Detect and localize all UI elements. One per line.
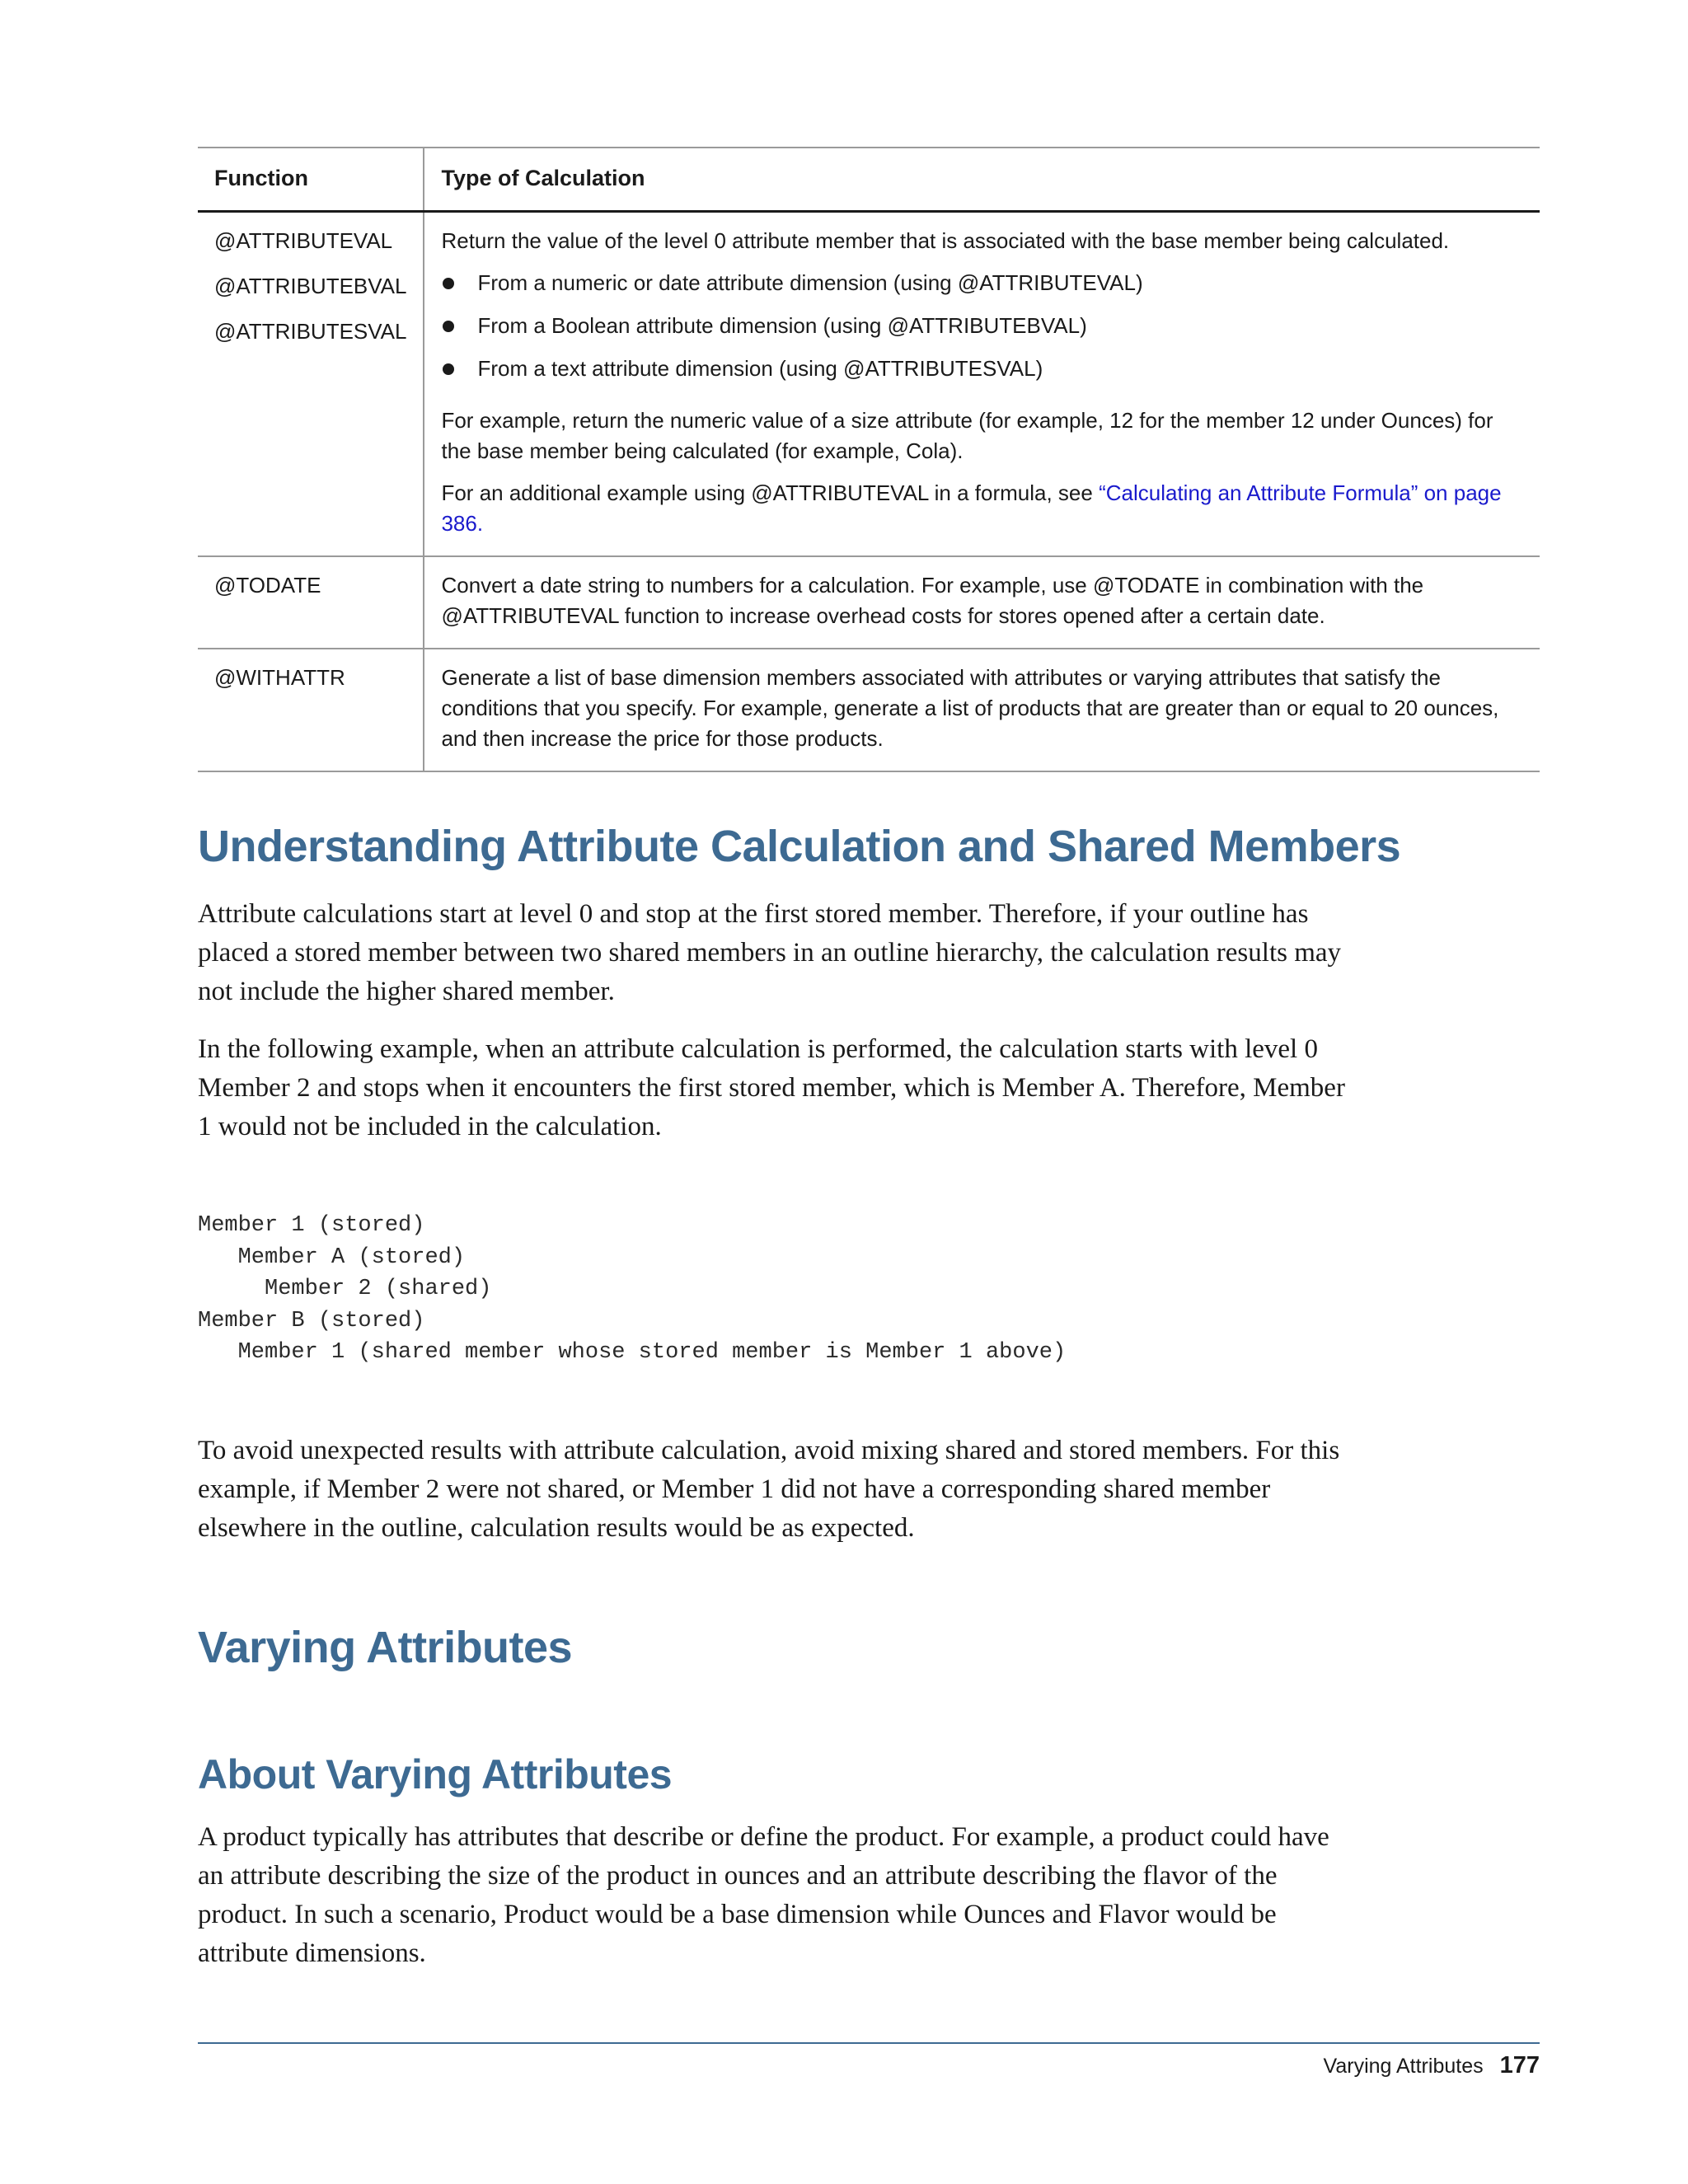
bullet-list [441, 268, 1523, 384]
bullet-icon [443, 321, 454, 332]
bullet-icon [443, 278, 454, 289]
page-number: 177 [1499, 2052, 1540, 2079]
list-item-text: From a numeric or date attribute dimension (using @ATTRIBUTEVAL) [477, 270, 1143, 295]
function-name: @ATTRIBUTEVAL [214, 228, 393, 253]
description-cell: Convert a date string to numbers for a calculation. For example, use @TODATE in combination with the @ATTRIBUTEVAL function to increase overhead costs for stores opened after a certain date. [424, 556, 1540, 649]
additional-text: For an additional example using @ATTRIBUTEVAL in a formula, see [441, 480, 1100, 505]
additional-suffix: . [476, 511, 484, 536]
paragraph: A product typically has attributes that describe or define the product. For example, a product could have an attribute describing the size of the product in ounces and an attribute describing the flavor of the product. In such a scenario, Product would be a base dimension while Ounces and Flavor would be attribute dimensions. [198, 1822, 1329, 1968]
page-footer [1324, 2052, 1540, 2079]
code-example: Member 1 (stored) Member A (stored) Member 2 (shared) Member B (stored) Member 1 (shared member whose stored member is Member 1 above) [198, 1213, 1067, 1365]
list-item [441, 311, 1523, 341]
function-name: @ATTRIBUTEBVAL [214, 274, 407, 298]
cross-reference-link[interactable]: “Calculating an Attribute Formula” on page 386 [441, 480, 1502, 536]
table-row [198, 556, 1540, 649]
list-item-text: From a Boolean attribute dimension (using @ATTRIBUTEBVAL) [477, 313, 1087, 338]
table-row [198, 212, 1540, 557]
description-cell [424, 212, 1540, 557]
description-additional [441, 478, 1523, 539]
paragraph: In the following example, when an attribute calculation is performed, the calculation starts with level 0 Member 2 and stops when it encounters the first stored member, which is Member A. Therefore, Member 1 would not be included in the calculation. [198, 1034, 1345, 1141]
description-example: For example, return the numeric value of a size attribute (for example, 12 for the member 12 under Ounces) for the base member being calculated (for example, Cola). [441, 408, 1493, 463]
list-item [441, 268, 1523, 298]
list-item-text: From a text attribute dimension (using @ATTRIBUTESVAL) [477, 356, 1043, 381]
function-table [198, 147, 1540, 772]
table-row [198, 649, 1540, 771]
paragraph: To avoid unexpected results with attribute calculation, avoid mixing shared and stored members. For this example, if Member 2 were not shared, or Member 1 did not have a corresponding shared member elsewhere in the outline, calculation results would be as expected. [198, 1436, 1340, 1543]
function-name: @ATTRIBUTESVAL [214, 319, 407, 344]
footer-divider [198, 2042, 1540, 2044]
function-cell [198, 212, 424, 557]
subsection-heading-about-varying-attributes: About Varying Attributes [198, 1751, 673, 1797]
paragraph: Attribute calculations start at level 0 and stop at the first stored member. Therefore, if your outline has placed a stored member between two shared members in an outline hierarchy, the calculation results may not include the higher shared member. [198, 899, 1342, 1006]
function-name: @WITHATTR [198, 649, 424, 771]
description-intro: Return the value of the level 0 attribute member that is associated with the base member being calculated. [441, 228, 1450, 253]
footer-section-name: Varying Attributes [1323, 2055, 1484, 2078]
column-header-function: Function [198, 148, 424, 212]
function-name: @TODATE [198, 556, 424, 649]
list-item [441, 354, 1523, 384]
bullet-icon [443, 363, 454, 375]
column-header-type: Type of Calculation [424, 148, 1540, 212]
table-header-row [198, 148, 1540, 212]
section-heading-shared-members: Understanding Attribute Calculation and Shared Members [198, 822, 1401, 871]
description-cell: Generate a list of base dimension members associated with attributes or varying attributes that satisfy the conditions that you specify. For example, generate a list of products that are greater than or equal to 20 ounces, and then increase the price for those products. [424, 649, 1540, 771]
section-heading-varying-attributes: Varying Attributes [198, 1623, 573, 1672]
